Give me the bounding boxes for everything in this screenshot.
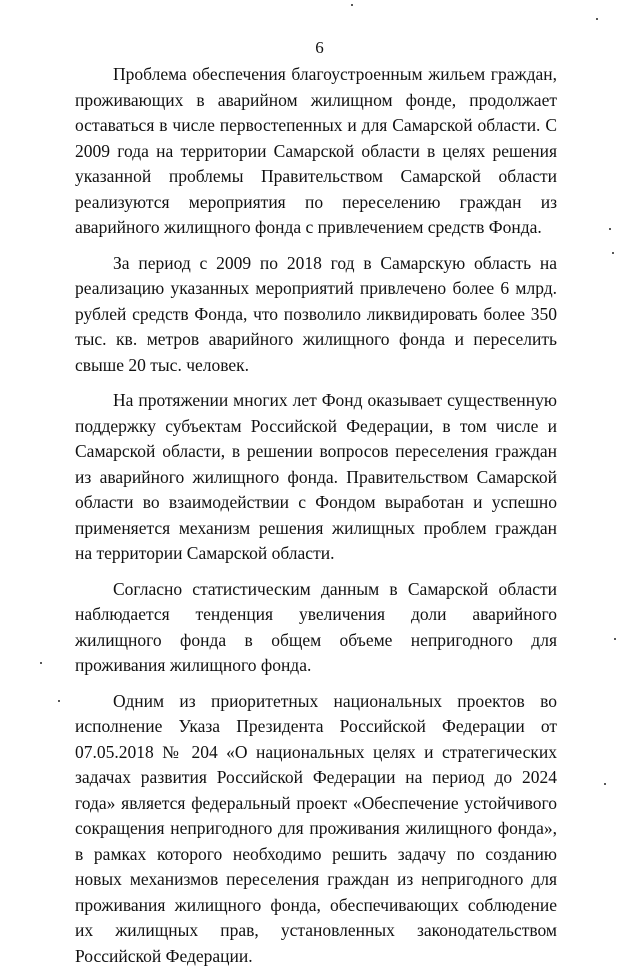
scan-speck <box>609 228 611 230</box>
paragraph-fund-support: На протяжении многих лет Фонд оказывает существенную поддержку субъектам Российской Федерации, в том числе и Самарской области, в решении вопросов переселения граждан из аварийного жилищного фонда. Правительством Самарской области во взаимодействии с Фондом выработан и успешно применяется механизм решения жилищных проблем граждан на территории Самарской области. <box>75 390 557 563</box>
scan-speck <box>40 662 42 664</box>
scan-speck <box>351 4 353 6</box>
page-number: 6 <box>315 38 324 57</box>
paragraph-national-project: Одним из приоритетных национальных проектов во исполнение Указа Президента Российской Федерации от 07.05.2018 № 204 «О национальных целях и стратегических задачах развития Российской Федерации на период до 2024 года» является федеральный проект «Обеспечение устойчивого сокращения непригодного для проживания жилищного фонда», в рамках которого необходимо решить задачу по созданию новых механизмов переселения граждан из непригодного для проживания жилищного фонда, обеспечивающих соблюдение их жилищных прав, установленных законодательством Российской Федерации. <box>75 690 557 966</box>
paragraph-statistics: Согласно статистическим данным в Самарской области наблюдается тенденция увеличения доли аварийного жилищного фонда в общем объеме непригодного для проживания жилищного фонда. <box>75 578 557 675</box>
paragraph-funding-results: За период с 2009 по 2018 год в Самарскую область на реализацию указанных мероприятий привлечено более 6 млрд. рублей средств Фонда, что позволило ликвидировать более 350 тыс. кв. метров аварийного жилищного фонда и переселить свыше 20 тыс. человек. <box>75 252 557 375</box>
scan-speck <box>596 18 598 20</box>
scan-speck <box>614 638 616 640</box>
document-body <box>75 62 557 979</box>
scan-speck <box>58 700 60 702</box>
paragraph-housing-problem: Проблема обеспечения благоустроенным жильем граждан, проживающих в аварийном жилищном фонде, продолжает оставаться в числе первостепенных и для Самарской области. С 2009 года на территории Самарской области в целях решения указанной проблемы Правительством Самарской области реализуются мероприятия по переселению граждан из аварийного жилищного фонда с привлечением средств Фонда. <box>75 64 557 237</box>
scan-speck <box>604 783 606 785</box>
scan-speck <box>612 252 614 254</box>
